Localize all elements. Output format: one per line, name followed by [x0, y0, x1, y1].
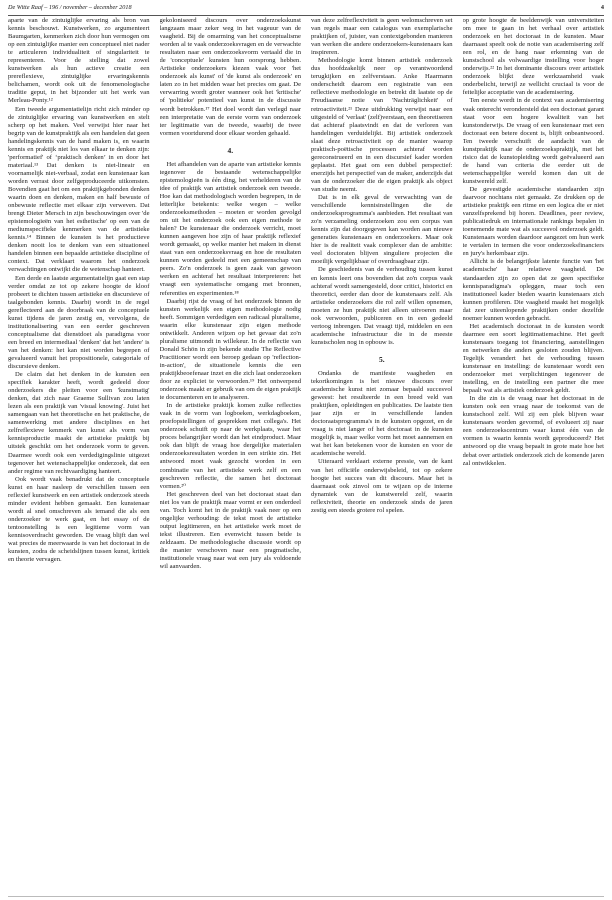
body-paragraph: van deze zelfreflexiviteit is geen welomschreven set van regels maar een catalogus van exemplarische praktijken of, juister, van contextgebonden manieren van werken die andere onderzoekers-kunstenaars kan inspireren. [311, 17, 453, 57]
body-paragraph: Het afhandelen van de aparte van artistieke kennis tegenover de bestaande wetenschappelijke epistemologieën is één ding, het verhelderen van de idee of praktijk van artistiek onderzoek een tweede. Hoe kan dat methodologisch worden begrepen, in de letterlijke betekenis: welke wegen – welke onderzoeksmethoden – moeten er worden gevolgd om uit het onderzoek ook een eigen methode te halen? De kunstenaar die onderzoek verricht, moet kunnen aangeven hoe zijn of haar praktijk reflexief wordt gemaakt, op welke manier het maken in dienst staat van een onderzoeksvraag en hoe de resultaten kunnen worden gedeeld met een gemeenschap van peers. Zo'n onderzoek is geen zaak van gewoon werken en achteraf het resultaat interpreteren: het vraagt een systematische omgang met bronnen, referenties en experimenten.¹⁸ [159, 160, 301, 297]
body-paragraph: In die zin is de vraag naar het doctoraat in de kunsten ook een vraag naar de toekomst van de kunstschool zelf. Wil zij een plek blijven waar kunstenaars worden gevormd, of evolueert zij naar een onderzoekscentrum waar kunst één van de vormen is waarin kennis wordt geproduceerd? Het antwoord op die vraag bepaalt in grote mate hoe het debat over artistiek onderzoek zich de komende jaren zal ontwikkelen. [462, 395, 604, 467]
text-columns [8, 17, 604, 896]
body-paragraph: Uiteraard verklaart externe pressie, van de kant van het officiële onderwijsbeleid, tot op zekere hoogte het succes van dit discours. Maar het is daarnaast ook zinvol om te wijzen op de interne dynamiek van de kunstwereld zelf, waarin reflexiviteit, theorie en onderzoek sinds de jaren zestig een steeds grotere rol spelen. [311, 458, 453, 514]
body-paragraph: Daarbij rijst de vraag of het onderzoek binnen de kunsten werkelijk een eigen methodologie nodig heeft. Sommigen verdedigen een radicaal pluralisme, waarin elke kunstenaar zijn eigen methode ontwikkelt. Anderen wijzen op het gevaar dat zo'n pluralisme uitmondt in willekeur. In de reflectie van Donald Schön in zijn bekende studie The Reflective Practitioner wordt een beroep gedaan op 'reflection-in-action', de situationele kennis die een praktijkbeoefenaar inzet en die zich laat onderzoeken door ze expliciet te verwoorden.¹⁹ Het ontwerpend onderzoek maakt er gebruik van om de eigen praktijk te documenteren en te analyseren. [159, 297, 301, 402]
body-paragraph: Dat is in elk geval de verwachting van de verschillende kennisinstellingen die de onderzoeksprogramma's aanbieden. Het resultaat van zo'n verzameling onderzoeken zou een corpus van kennis zijn dat doorgegeven kan worden aan nieuwe generaties kunstenaars en onderzoekers. Maar ook hier is de realiteit vaak complexer dan de ambitie: veel doctoraten blijven singuliere projecten die moeilijk vergelijkbaar of overdraagbaar zijn. [311, 194, 453, 266]
running-header [8, 3, 604, 16]
body-paragraph: In de artistieke praktijk komen zulke reflecties vaak in de vorm van logboeken, werkdagboeken, proefopstellingen of gesprekken met collega's. Het onderzoek schuift op naar de werkplaats, waar het proces belangrijker wordt dan het eindproduct. Maar ook dan blijft de vraag hoe dergelijke materialen onderzoeksresultaten worden in een strikte zin. Het antwoord moet vaak gezocht worden in een combinatie van het artistieke werk zelf en een geschreven reflectie, die samen het doctoraat vormen.²⁰ [159, 402, 301, 490]
body-paragraph: aparte van de zintuiglijke ervaring als bron van kennis beschouwt. Kunstwerken, zo argumenteert Baumgarten, kenmerken zich door hun vermogen om op een zintuiglijke manier een conceptueel niet nader te articuleren individualiteit of singulariteit te representeren. Voor de stelling dat zowel kunstwerken als hun actieve creatie een prereflexieve, zintuiglijke ervaringskennis belichamen, wordt ook uit de fenomenologische traditie geput, in het bijzonder uit het werk van Merleau-Ponty.¹² [8, 17, 150, 105]
body-paragraph: De claim dat het denken in de kunsten een specifiek karakter heeft, wordt gedeeld door onderzoekers die pleiten voor een 'kunstmatig' denken, dat zich naar Graeme Sullivan zou laten lezen als een praktijk van 'visual knowing'. Juist het samengaan van het theoretische en het praktische, de samenwerking met andere disciplines en het zelfreflexieve kenmerk van kunst als vorm van kennisproductie maakt de artistieke praktijk bij uitstek geschikt om het onderzoek vorm te geven. Daarmee wordt ook een verdedigingslinie uitgezet tegenover het wetenschappelijke onderzoek, dat een ander regime van rechtvaardiging hanteert. [8, 371, 150, 475]
section-number: 5. [378, 354, 385, 364]
body-paragraph: De gevestigde academische standaarden zijn daarvoor nochtans niet gemaakt. Ze drukken op de artistieke praktijk een ritme en een logica die er niet vanzelfsprekend bij horen. Deadlines, peer review, publicatiedruk en internationale rankings bepalen in toenemende mate wat als succesvol onderzoek geldt. Kunstenaars worden daardoor aangezet om hun werk te vertalen in termen die voor onderzoeksfinanciers en jury's herkenbaar zijn. [462, 185, 604, 258]
page-number: 4 [600, 4, 604, 11]
body-paragraph: Het academisch doctoraat in de kunsten wordt daarmee een soort legitimatiemachine. Het geeft kunstenaars toegang tot financiering, aanstellingen en netwerken die anders gesloten zouden blijven. Tegelijk verandert het de verhouding tussen kunstenaar en instelling: de kunstenaar wordt een onderzoeker met verplichtingen tegenover de instelling, en de instelling een partner die mee bepaalt wat als artistiek onderzoek geldt. [462, 322, 604, 395]
text-column [463, 17, 605, 896]
body-paragraph: Het geschreven deel van het doctoraat staat dan niet los van de praktijk maar vormt er een onderdeel van. Toch komt het in de praktijk vaak neer op een ongelijke verhouding: de tekst moet de artistieke output legitimeren, en het artistieke werk moet de tekst illustreren. Een evenwicht tussen beide is zeldzaam. De methodologische discussie wordt op die manier verschoven naar een pragmatische, institutionele vraag naar wat een jury als voldoende wil aanvaarden. [159, 490, 301, 571]
body-paragraph: Een derde en laatste argumentatielijn gaat een stap verder omdat ze tot op zekere hoogte de kloof probeert te dichten tussen artistieke en discursieve of taalgebonden kennis. Daarbij wordt in de regel gereflecteerd aan de doorbraak van de conceptuele kunst tijdens de jaren zestig en, vervolgens, de institutionalisering van een eerder geschreven conceptualisme dat dienstdoet als paradigma voor een breed en intermediaal 'denken' dat het 'andere' is van het denken: het kan niet worden begrepen of gevalueerd vanuit het propositionele, categoriale of discursieve denken. [8, 274, 150, 371]
running-title: De Witte Raaf – 196 / november – december 2018 [8, 4, 132, 11]
body-paragraph: Ook wordt vaak benadrukt dat de conceptuele kunst en haar nasleep de verschillen tussen een reflexief kunstwerk en een artistiek onderzoek steeds minder evident hebben gemaakt. Een kunstenaar wordt al snel omschreven als iemand die als een onderzoeker te werk gaat, en het essay of de tentoonstelling is een legitieme vorm van kennisoverdracht geworden. De vraag blijft dan wel wat precies de meerwaarde is van het doctoraat in de kunsten, zodra de scheidslijnen tussen kunst, kritiek en theorie vervagen. [8, 475, 150, 564]
footer-rule [8, 896, 604, 897]
body-paragraph: Allicht is de belangrijkste latente functie van 'het academische' haar relatieve vaagheid. De standaarden zijn zo open dat ze geen specifieke kennisparadigma's opleggen, maar toch een institutioneel kader bieden waarin kunstenaars zich kunnen profileren. Die vaagheid maakt het mogelijk dat zeer uiteenlopende praktijken onder dezelfde noemer kunnen worden gebracht. [462, 258, 604, 322]
body-paragraph: Methodologie komt binnen artistiek onderzoek dus hoofdzakelijk neer op verantwoordend terugkijken en zelfverstaan. Anke Haarmann onderscheidt daarom een registratie van een reflectieve methodologie en betrekt dit laatste op de Freudiaanse notie van 'Nachträglichkeit' of retroactiviteit.²¹ Deze uitdrukking verwijst naar een uitgesteld of 'verlaat' (zelf)verstaan, een theoretiseren dat achteraf plaatsvindt en dat de verloren van handelingen verduidelijkt. Bij artistiek onderzoek slaat deze retroactiviteit op de manier waarop praktisch-poëtische processen achteraf worden gereconstrueerd en in een discursief kader worden geplaatst. Het gaat om een dubbel perspectief: enerzijds het perspectief van de maker, anderzijds dat van de onderzoeker die de eigen praktijk als object van studie neemt. [311, 57, 453, 193]
body-paragraph: gekoloniseerd discours over onderzoekskunst langzaam maar zeker weg in het vageuur van de vaagheid. Bij de omarming van het conceptualisme worden al te vaak onderzoeksvragen en de verwachte resultaten naar een onderzoeksvorm vertaald die in de 'conceptuele' kunsten hun oorsprong hebben. Artistieke onderzoekers kiezen vaak voor 'het onderzoek als kunst' of 'de kunst als onderzoek' en laten zo in het midden waar het precies om gaat. De verwarring wordt groter wanneer ook het 'kritische' of 'politieke' potentieel van kunst in de discussie wordt betrokken.¹⁷ Het doel wordt dan verlegd naar een interpretatie van de eerste vorm van onderzoek ter legitimatie van de tweede, waarbij de twee vormen voortdurend door elkaar worden gehaald. [159, 17, 301, 137]
text-column [160, 17, 302, 896]
body-paragraph: op grote hoogte de beeldenwijk van universiteiten om mee te gaan in het verhaal over artistiek onderzoek en het doctoraat in de kunsten. Maar daarnaast speelt ook de notie van academisering zelf een rol, en de hang naar erkenning van de kunstschool als volwaardige instelling voor hoger onderwijs.²² In het dominante discours over artistiek onderzoek blijkt deze werkzaamheid vaak onderbelicht, terwijl ze wellicht cruciaal is voor de feitelijke acceptatie van de academisering. [462, 17, 604, 97]
text-column [8, 17, 150, 896]
body-paragraph: Ten eerste wordt in de context van academisering vaak onterecht verondersteld dat een doctoraat garant staat voor een hogere kwaliteit van het kunstonderwijs. De vraag of een kunstenaar met een doctoraat een betere docent is, blijft onbeantwoord. Ten tweede verschuift de aandacht van de kunstpraktijk naar de onderzoekspraktijk, met het risico dat de kunstopleiding wordt geëvalueerd aan de hand van criteria die eerder uit de wetenschappelijke wereld komen dan uit de kunstwereld zelf. [462, 97, 604, 185]
body-paragraph: Een tweede argumentatielijn richt zich minder op de zintuiglijke ervaring van kunstwerken en stelt scherp op het maken. Veel verwijst hier naar het begrip van de kunstpraktijk als een handelen dat geen handelingskennis van de hand maken is, en waarin kennis en praktijk niet los van elkaar te denken zijn: 'performatief' of ‘praktisch denken’ in en door het materiaal.¹³ Dat denken is niet-lineair en voornamelijk niet-verbaal, zodat een kunstenaar kan worden verrast door zelfgeproduceerde uitkomsten. Bovendien gaat het om een praktijkgebonden denken waarin doen en denken, maken en half bewuste of onbewuste reflectie met elkaar zijn verweven. Dat brengt Dieter Mersch in zijn beschouwingen over 'de epistemologieën van het esthetische' op een van de mediumspecifieke kenmerken van de artistieke kennis.¹⁴ Binnen de kunsten is het productieve denken nooit los te denken van een situationeel handelen binnen een bepaalde artistieke discipline of context. Dat verklaart waarom het onderzoek verwachtingen ontwijkt die de wetenschap hanteert. [8, 105, 150, 274]
text-column [311, 17, 453, 896]
body-paragraph: Ondanks de manifeste vaagheden en tekortkomingen is het nieuwe discours over academische kunst niet zomaar bepaald succesvol geweest: het resulteerde in een breed veld van praktijken, opleidingen en publicaties. De laatste tien jaar zijn er in verschillende landen doctoraatsprogramma's in de kunsten opgezet, en de vraag is niet langer of het doctoraat in de kunsten mogelijk is, maar welke vorm het moet aannemen en wat het kan betekenen voor de kunsten en voor de academische wereld. [311, 369, 453, 458]
body-paragraph: De geschiedenis van de verhouding tussen kunst en kennis leert ons bovendien dat zo'n corpus vaak achteraf wordt samengesteld, door critici, historici en theoretici, eerder dan door de kunstenaars zelf. Als artistieke onderzoekers die rol zelf willen opnemen, moeten ze hun praktijk niet alleen uitvoeren maar ook verwoorden, publiceren en in een gedeeld vertoog inbrengen. Dat vraagt tijd, middelen en een academische infrastructuur die in de meeste kunstscholen nog in opbouw is. [311, 266, 453, 346]
section-number: 4. [227, 145, 234, 155]
